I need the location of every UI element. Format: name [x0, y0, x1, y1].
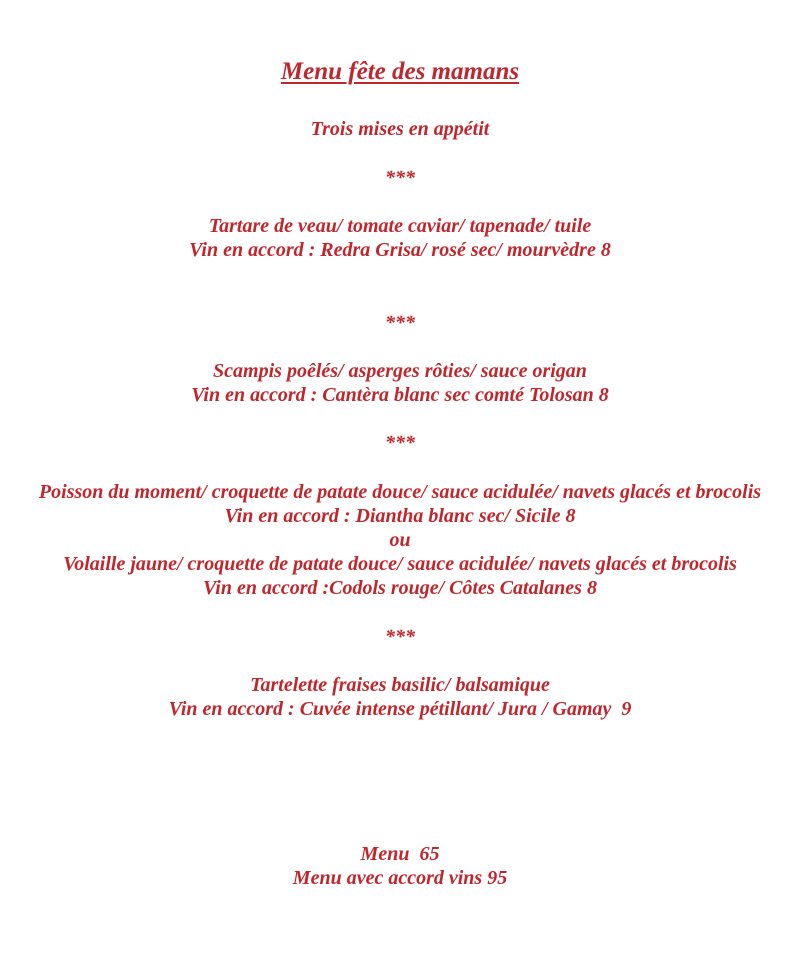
main-or: ou: [389, 529, 411, 551]
starter-dish: Tartare de veau/ tomate caviar/ tapenade/ tuile: [208, 215, 592, 237]
separator: ***: [385, 626, 415, 648]
amuse-bouche: Trois mises en appétit: [310, 118, 490, 140]
menu-title: Menu fête des mamans: [280, 58, 520, 85]
separator: ***: [385, 312, 415, 334]
main-option2-wine: Vin en accord :Codols rouge/ Côtes Catalanes 8: [203, 577, 597, 599]
main-option2-dish: Volaille jaune/ croquette de patate douce/ sauce acidulée/ navets glacés et brocolis: [63, 553, 737, 575]
starter-wine: Vin en accord : Redra Grisa/ rosé sec/ mourvèdre 8: [189, 239, 611, 261]
separator: ***: [385, 432, 415, 454]
dessert-dish: Tartelette fraises basilic/ balsamique: [250, 674, 550, 696]
second-dish: Scampis poêlés/ asperges rôties/ sauce origan: [213, 360, 587, 382]
price-menu-with-wines: Menu avec accord vins 95: [292, 867, 508, 889]
dessert-wine: Vin en accord : Cuvée intense pétillant/ Jura / Gamay 9: [168, 698, 632, 720]
main-option1-dish: Poisson du moment/ croquette de patate douce/ sauce acidulée/ navets glacés et brocolis: [38, 481, 762, 503]
separator: ***: [385, 167, 415, 189]
main-option1-wine: Vin en accord : Diantha blanc sec/ Sicile 8: [224, 505, 576, 527]
second-wine: Vin en accord : Cantèra blanc sec comté Tolosan 8: [191, 384, 609, 406]
price-menu: Menu 65: [360, 843, 440, 865]
